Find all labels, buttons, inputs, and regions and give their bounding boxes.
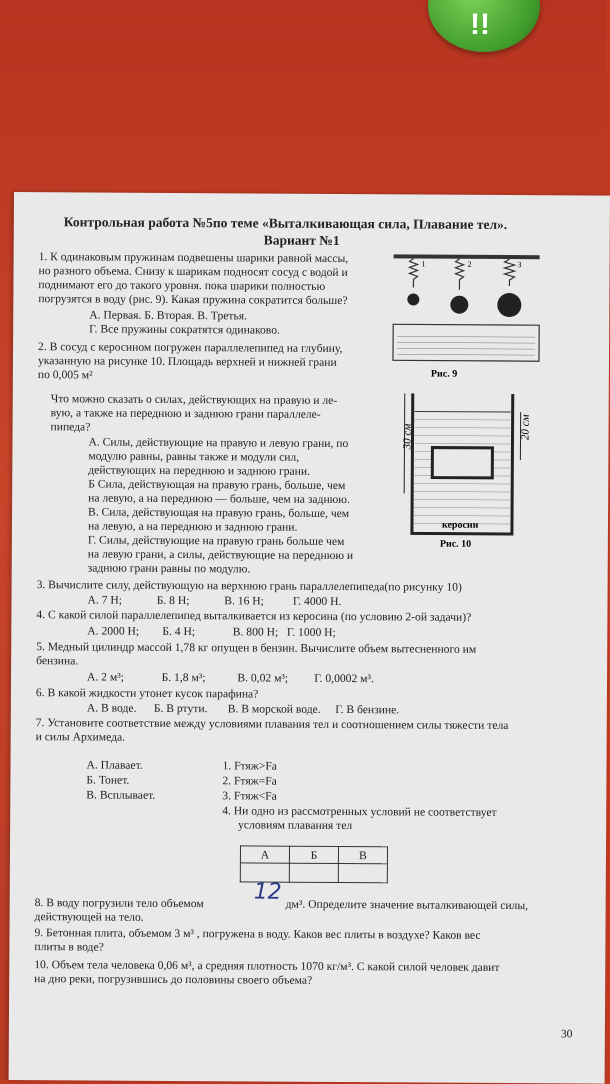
q2-line: вую, а также на переднюю и заднюю грани параллеле- (50, 406, 321, 421)
figure-10-vessel (400, 389, 532, 550)
q3-options: А. 7 Н; Б. 8 Н; В. 16 Н; Г. 4000 Н. (87, 593, 342, 609)
q9-line: 9. Бетонная плита, объемом 3 м³ , погружена в воду. Каков вес плиты в воздухе? Каков вес (34, 926, 481, 942)
height-20cm-label: 20 см (519, 414, 532, 441)
q9-line: плиты в воде? (34, 940, 104, 954)
q2-option-a: модулю равны, равны также и модули сил, (88, 449, 300, 464)
q1-line: но разного объема. Снизу к шарикам подносят сосуд с водой и (38, 264, 348, 280)
q2-line: пипеда? (50, 420, 91, 434)
title-line-2: Вариант №1 (263, 232, 340, 248)
q7-right-item: 4. Ни одно из рассмотренных условий не соответствует (222, 804, 497, 819)
q1-line: поднимают его до такого уровня. пока шарики полностью (38, 278, 326, 293)
q3-text: 3. Вычислите силу, действующую на верхнюю грань параллелепипеда(по рисунку 10) (36, 578, 462, 594)
q7-left-item: Б. Тонет. (86, 773, 130, 787)
kerosene-label: керосин (441, 519, 479, 531)
spring-number: 2 (467, 259, 472, 269)
figure-10-caption: Рис. 10 (439, 538, 472, 550)
q8-line: действующей на тело. (34, 910, 144, 924)
q4-options: А. 2000 Н; Б. 4 Н; В. 800 Н; Г. 1000 Н; (87, 624, 336, 639)
table-header: Б (289, 846, 338, 863)
q10-line: 10. Объем тела человека 0,06 м³, а средняя плотность 1070 кг/м³. С какой силой человек давит (34, 958, 500, 974)
q2-line: 2. В сосуд с керосином погружен параллелепипед на глубину, (38, 340, 343, 356)
q1-option-g: Г. Все пружины сократятся одинаково. (89, 322, 280, 337)
figure-9-springs (391, 252, 542, 381)
q7-left-item: А. Плавает. (86, 758, 143, 772)
answer-table (240, 845, 388, 883)
q2-line: по 0,005 м² (37, 368, 93, 382)
q7-right-item: 2. Fтяж=Fa (222, 774, 277, 788)
q2-option-v: на левую, а на переднюю и заднюю грани. (87, 519, 298, 534)
figure-9-caption: Рис. 9 (430, 368, 458, 380)
q2-option-b: Б Сила, действующая на правую грань, больше, чем (88, 477, 346, 493)
q8-line: 8. В воду погрузили тело объемом (34, 896, 204, 911)
q8-line: дм³. Определите значение выталкивающей силы, (285, 897, 529, 913)
q7-right-item: 3. Fтяж<Fa (222, 789, 277, 803)
q7-line: и силы Архимеда. (35, 730, 126, 744)
q1-line: 1. К одинаковым пружинам подвешены шарики равной массы, (38, 250, 349, 266)
q2-option-b: на левую, а на переднюю — больше, чем на заднюю. (88, 491, 350, 507)
height-30cm-label: 30 см (401, 423, 414, 450)
q7-left-item: В. Всплывает. (86, 788, 156, 802)
q2-option-a: действующих на переднюю и заднюю грани. (88, 463, 311, 478)
q2-line: Что можно сказать о силах, действующих на правую и ле- (50, 392, 338, 407)
q1-line: погрузятся в воду (рис. 9). Какая пружина сократится больше? (38, 292, 348, 308)
q4-text: 4. С какой силой параллелепипед выталкивается из керосина (по условию 2-ой задачи)? (36, 608, 472, 624)
q2-option-g: на левую грани, а силы, действующие на переднюю и (87, 547, 354, 563)
spring-number: 1 (421, 259, 426, 269)
page-number: 30 (560, 1027, 573, 1041)
q5-line: 5. Медный цилиндр массой 1,78 кг опущен в бензин. Вычислите объем вытесненного им (36, 640, 477, 656)
answer-cell[interactable] (338, 863, 387, 882)
q2-line: указанную на рисунке 10. Площадь верхней и нижней грани (37, 354, 337, 369)
q7-right-item: 1. Fтяж>Fa (222, 759, 277, 773)
worksheet-page (9, 192, 610, 1084)
badge-logo-icon: !! (470, 8, 490, 41)
q2-option-g: Г. Силы, действующие на правую грань больше чем (87, 533, 345, 549)
q5-options: А. 2 м³; Б. 1,8 м³; В. 0,02 м³; Г. 0,0002 м³. (86, 670, 374, 686)
q1-options: А. Первая. Б. Вторая. В. Третья. (89, 308, 248, 323)
answer-cell[interactable] (289, 863, 338, 882)
q7-right-item: условиям плавания тел (238, 818, 353, 833)
table-header: А (240, 846, 289, 863)
spring-number: 3 (517, 260, 522, 270)
q2-option-a: А. Силы, действующие на правую и левую грани, по (88, 435, 349, 451)
q7-line: 7. Установите соответствие между условиями плавания тел и соотношением силы тяжести тела (35, 716, 509, 733)
title-line-1: Контрольная работа №5по теме «Выталкивающая сила, Плавание тел». (63, 214, 508, 233)
q2-option-v: В. Сила, действующая на правую грань, больше, чем (88, 505, 350, 521)
q2-option-g: заднюю грани равны по модулю. (87, 561, 251, 576)
handwritten-volume: 12 (253, 879, 282, 905)
q6-options: А. В воде. Б. В ртути. В. В морской воде. Г. В бензине. (86, 701, 400, 717)
table-header: В (338, 846, 387, 863)
q5-line: бензина. (36, 654, 79, 668)
q10-line: на дно реки, погрузившись до половины своего объема? (34, 972, 313, 987)
q6-text: 6. В какой жидкости утонет кусок парафина? (35, 686, 259, 701)
